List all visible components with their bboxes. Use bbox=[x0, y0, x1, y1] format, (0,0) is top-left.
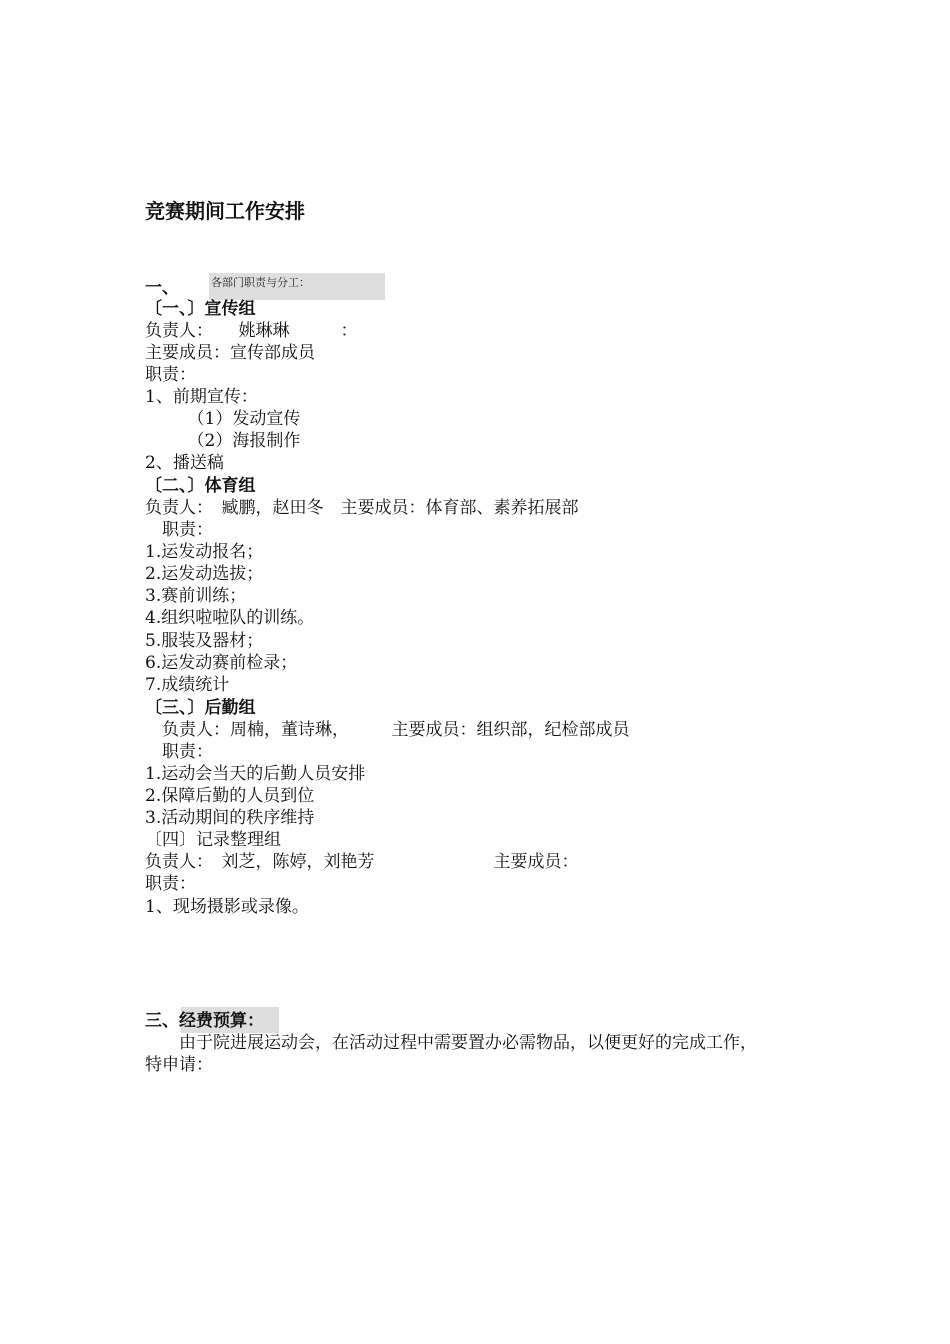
text-line: 2.运发动选拔； bbox=[145, 564, 264, 584]
text-line: 职责： bbox=[145, 742, 213, 762]
text-line: （1）发动宣传 bbox=[145, 409, 301, 429]
document-title: 竞赛期间工作安排 bbox=[145, 199, 305, 223]
text-line: （2）海报制作 bbox=[145, 431, 301, 451]
text-line: 2、播送稿 bbox=[145, 453, 224, 473]
text-line: 3.活动期间的秩序维持 bbox=[145, 808, 315, 828]
text-line: 负责人： 刘芝，陈婷，刘艳芳 主要成员： bbox=[145, 852, 579, 872]
text-line: 1、前期宣传： bbox=[145, 387, 258, 407]
section3-title: 三、经费预算： bbox=[145, 1011, 264, 1031]
text-line: 1.运发动报名； bbox=[145, 542, 264, 562]
text-line: 3.赛前训练； bbox=[145, 586, 247, 606]
text-line: 7.成绩统计 bbox=[145, 675, 230, 695]
section1-number: 一、 bbox=[145, 278, 179, 298]
text-line: 职责： bbox=[145, 874, 196, 894]
text-line: 主要成员：宣传部成员 bbox=[145, 343, 315, 363]
text-line: 6.运发动赛前检录； bbox=[145, 653, 298, 673]
text-line: 1.运动会当天的后勤人员安排 bbox=[145, 764, 366, 784]
text-line: 负责人：周楠，董诗琳， 主要成员：组织部，纪检部成员 bbox=[145, 720, 630, 740]
text-line: 职责： bbox=[145, 365, 196, 385]
text-line: 2.保障后勤的人员到位 bbox=[145, 786, 315, 806]
text-line: 5.服装及器材； bbox=[145, 631, 264, 651]
section3-paragraph-line: 特申请： bbox=[145, 1055, 213, 1075]
section1-box-text: 各部门职责与分工： bbox=[211, 276, 310, 289]
text-line: 负责人： 姚琳琳 ： bbox=[145, 321, 358, 341]
text-line: 1、现场摄影或录像。 bbox=[145, 897, 309, 917]
group-heading-publicity: 〔一、〕宣传组 bbox=[145, 299, 256, 319]
text-line: 负责人： 臧鹏，赵田冬 主要成员：体育部、素养拓展部 bbox=[145, 498, 579, 518]
text-line: 职责： bbox=[145, 520, 213, 540]
text-line: 4.组织啦啦队的训练。 bbox=[145, 608, 315, 628]
section3-paragraph-line: 由于院进展运动会，在活动过程中需要置办必需物品，以便更好的完成工作， bbox=[145, 1033, 757, 1053]
group-heading-records: 〔四〕记录整理组 bbox=[145, 830, 281, 850]
group-heading-logistics: 〔三、〕后勤组 bbox=[145, 698, 256, 718]
group-heading-sports: 〔二、〕体育组 bbox=[145, 476, 256, 496]
